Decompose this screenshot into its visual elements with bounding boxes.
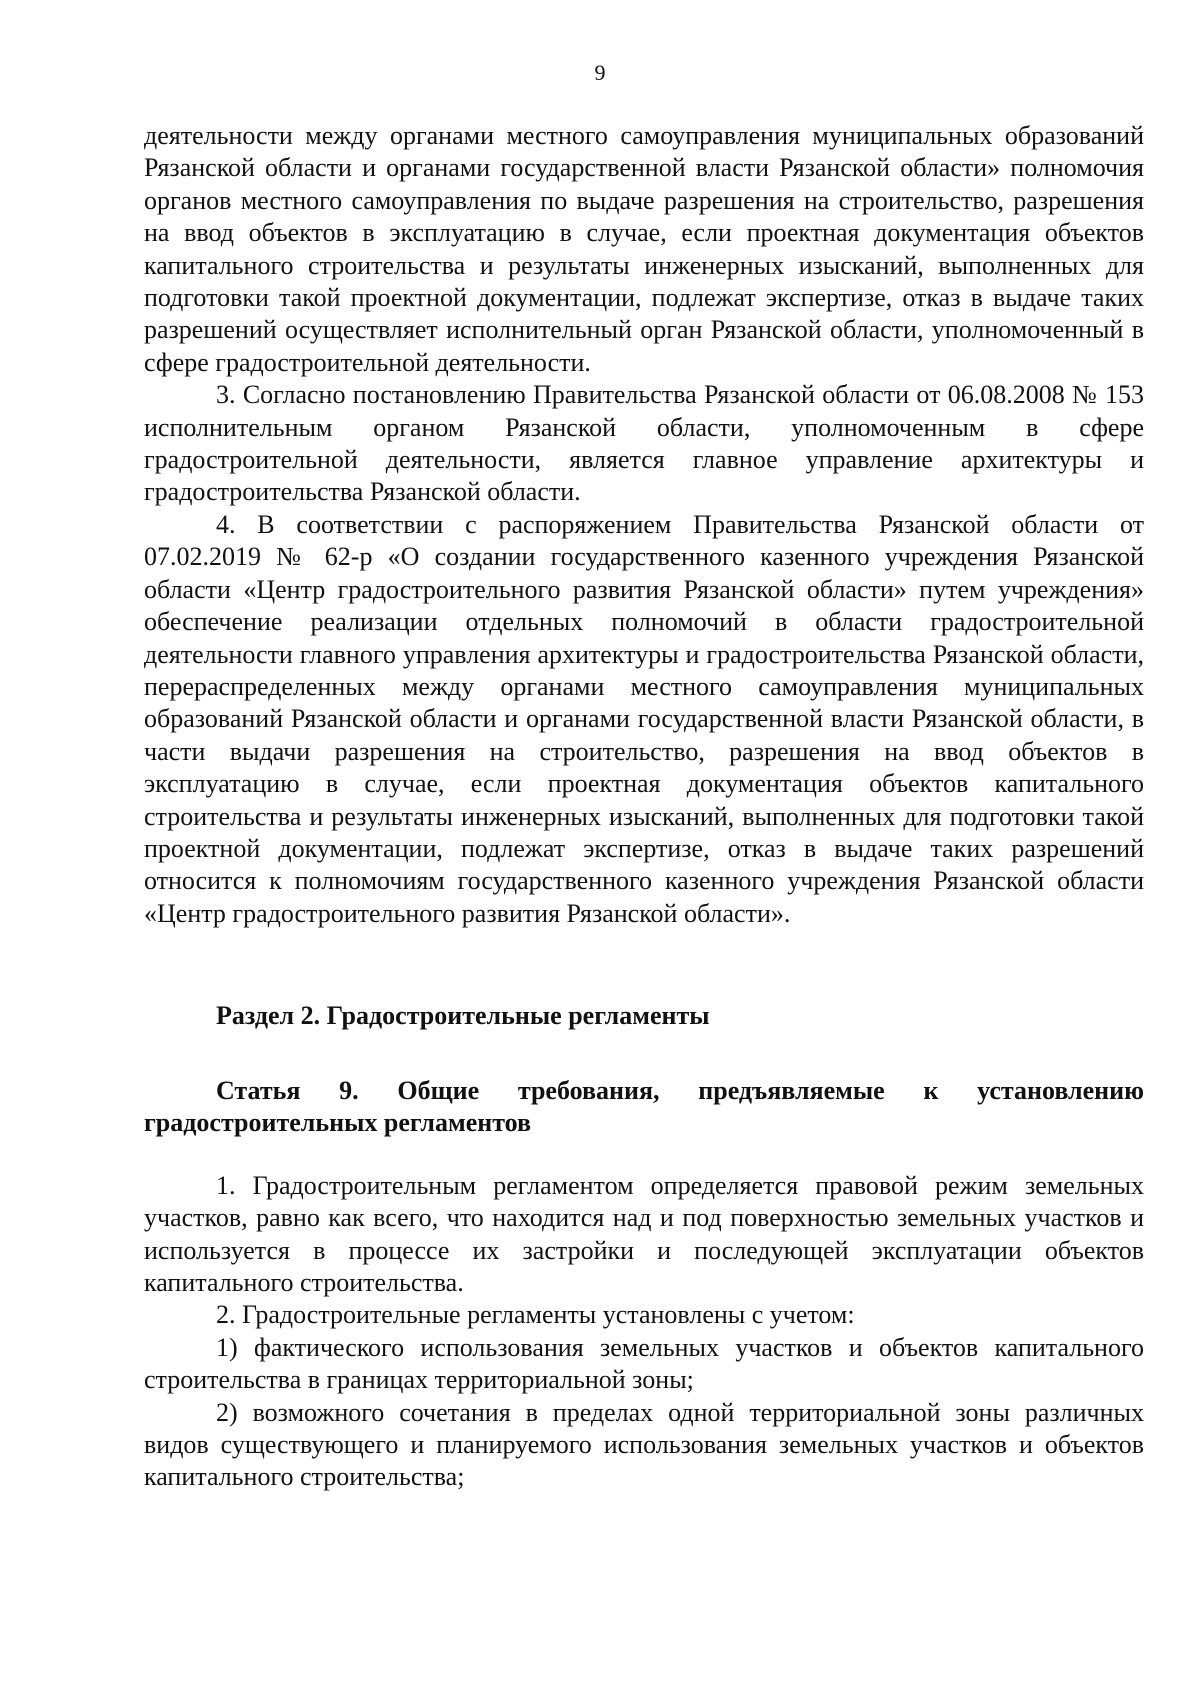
article-paragraph-1: 1. Градостроительным регламентом определяется правовой режим земельных участков, равно как всего, что находится над и под поверхностью земельных участков и используется в процессе их застройки и последующей эксплуатации объектов капитального строительства. [144,1170,1144,1298]
spacer [144,1140,1144,1170]
body-text-top [144,120,1144,1033]
article-paragraph-2: 2. Градостроительные регламенты установлены с учетом: [216,1300,855,1330]
section-title: Раздел 2. Градостроительные регламенты [216,1001,710,1031]
paragraph-4: 4. В соответствии с распоряжением Правительства Рязанской области от 07.02.2019 № 62-р «О создании государственного казенного учреждения Рязанской области «Центр градостроительного развития Рязанской области» путем учреждения» обеспечение реализации отдельных полномочий в области градостроительной деятельности главного управления архитектуры и градостроительства Рязанской области, перераспределенных между органами местного самоуправления муниципальных образований Рязанской области и органами государственной власти Рязанской области, в части выдачи разрешения на строительство, разрешения на ввод объектов в эксплуатацию в случае, если проектная документация объектов капитального строительства и результаты инженерных изысканий, выполненных для подготовки такой проектной документации, подлежат экспертизе, отказ в выдаче таких разрешений относится к полномочиям государственного казенного учреждения Рязанской области «Центр градостроительного развития Рязанской области». [144,509,1144,928]
page-number: 9 [594,60,606,85]
article-title: Статья 9. Общие требования, предъявляемые к установлению градостроительных регламентов [144,1076,1144,1138]
paragraph-3: 3. Согласно постановлению Правительства Рязанской области от 06.08.2008 № 153 исполнительным органом Рязанской области, уполномоченным в сфере градостроительной деятельности, является главное управление архитектуры и градостроительства Рязанской области. [144,380,1144,507]
body-text-bottom [144,1075,1144,1494]
list-item-1: 1) фактического использования земельных участков и объектов капитального строительства в границах территориальной зоны; [144,1332,1144,1395]
list-item-2: 2) возможного сочетания в пределах одной территориальной зоны различных видов существующего и планируемого использования земельных участков и объектов капитального строительства; [144,1397,1144,1492]
paragraph-continuation: деятельности между органами местного самоуправления муниципальных образований Рязанской области и органами государственной власти Рязанской области» полномочия органов местного самоуправления по выдаче разрешения на строительство, разрешения на ввод объектов в эксплуатацию в случае, если проектная документация объектов капитального строительства и результаты инженерных изысканий, выполненных для подготовки такой проектной документации, подлежат экспертизе, отказ в выдаче таких разрешений осуществляет исполнительный орган Рязанской области, уполномоченный в сфере градостроительной деятельности. [144,121,1144,377]
spacer [144,930,1144,1000]
